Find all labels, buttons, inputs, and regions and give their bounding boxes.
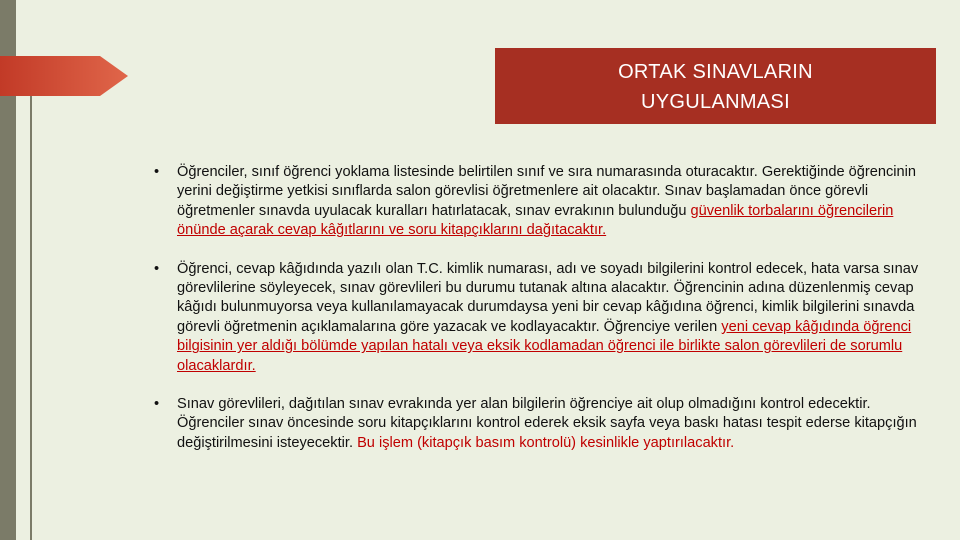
bullet-text: Sınav görevlileri, dağıtılan sınav evrakında yer alan bilgilerin öğrenciye ait olup olmadığını kontrol edecektir. Öğrenciler sınav öncesinde soru kitapçıklarını kontrol ederek eksik sayfa veya baskı hatası tespit ederse kitapçığın değiştirilmesini isteyecektir. [177, 396, 917, 451]
title-line-2: UYGULANMASI [641, 91, 790, 113]
bullet-highlight: güvenlik torbalarını öğrencilerin önünde açarak cevap kâğıtlarını ve soru kitapçıklarını dağıtacaktır. [177, 202, 894, 239]
bullet-marker: • [154, 396, 160, 413]
bullet-item [152, 260, 927, 376]
bullet-text: Öğrenci, cevap kâğıdında yazılı olan T.C. kimlik numarası, adı ve soyadı bilgilerini kontrol edecek, hata varsa sınav görevlilerine söyleyecek, sınav görevlileri bu durumu tutanak altına alacaktır. Öğrencinin adına düzenlenmiş cevap kâğıdı bulunmuyorsa veya kullanılamayacak durumdaysa yeni bir cevap kâğıdına öğrenci, kimlik bilgilerini sınavda görevli öğretmenin açıklamalarına göre yazacak ve kodlayacaktır. Öğrenciye verilen [177, 260, 919, 335]
bullet-list [152, 163, 927, 453]
bullet-text: Öğrenciler, sınıf öğrenci yoklama listesinde belirtilen sınıf ve sıra numarasında oturacaktır. Gerektiğinde öğrencinin yerini değiştirme yetkisi sınıflarda salon görevlisi öğretmenlere ait olacaktır. Sınav başlamadan önce görevli öğretmenler sınavda uyulacak kuralları hatırlatacak, sınav evrakının bulunduğu [177, 164, 916, 219]
left-thin-line [30, 95, 32, 540]
bullet-item [152, 395, 927, 453]
left-sidebar-bar [0, 0, 16, 540]
bullet-highlight: Bu işlem (kitapçık basım kontrolü) kesinlikle yaptırılacaktır. [357, 434, 735, 451]
bullet-highlight: yeni cevap kâğıdında öğrenci bilgisinin yer aldığı bölümde yapılan hatalı veya eksik kodlamadan öğrenci ile birlikte salon görevlileri de sorumlu olacaklardır. [177, 318, 912, 374]
bullet-marker: • [154, 260, 160, 277]
bullet-item [152, 163, 927, 241]
bullet-marker: • [154, 164, 160, 180]
title-line-1: ORTAK SINAVLARIN [618, 61, 813, 83]
title-box [495, 48, 936, 124]
